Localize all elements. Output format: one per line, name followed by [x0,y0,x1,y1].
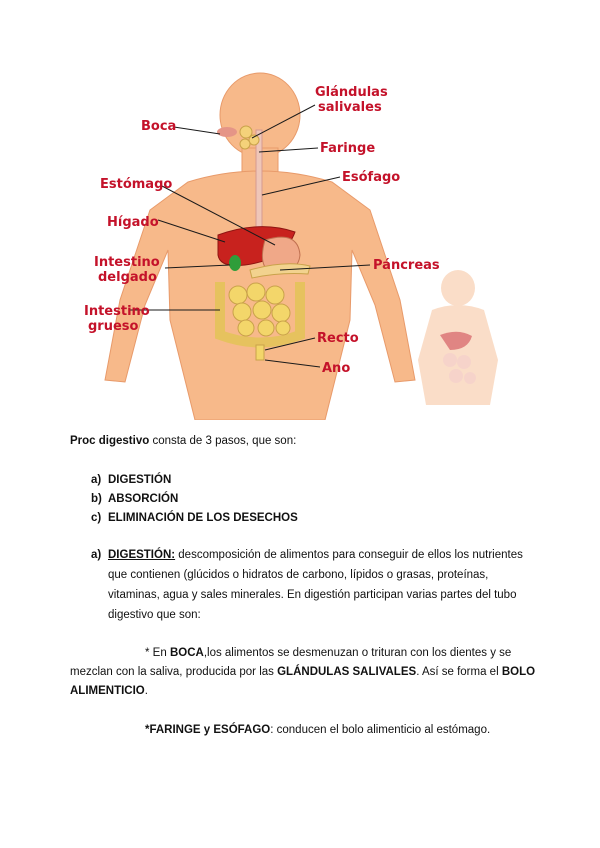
boca-text: * En [145,647,170,659]
boca-text: . [144,685,148,697]
label-intestino-grueso-1: Intestino [84,304,150,319]
step-item [91,471,172,491]
boca-line-3 [70,682,148,702]
intro-bold: Proc digestivo [70,435,150,447]
step-marker: c) [91,512,102,524]
boca-term: BOCA [169,647,204,659]
label-intestino-delgado-1: Intestino [94,255,160,270]
label-faringe: Faringe [320,141,376,156]
step-text: DIGESTIÓN [108,474,172,486]
faringe-text: : conducen el bolo alimenticio al estómago. [270,724,491,736]
digestion-text: descomposición de alimentos para conseguir de ellos los nutrientes [175,549,523,561]
step-marker: a) [91,474,102,486]
label-pancreas: Páncreas [373,258,440,273]
small-body-thumbnail [418,270,498,405]
glandulas-term: GLÁNDULAS SALIVALES [277,666,417,678]
step-text: ABSORCIÓN [108,493,179,505]
small-intestine-shape [229,283,290,336]
label-intestino-delgado-2: delgado [98,270,157,285]
intro-paragraph [70,432,296,452]
rectum-shape [256,345,264,360]
digestion-marker: a) [91,549,102,561]
digestion-line-1 [108,546,528,566]
intro-rest: consta de 3 pasos, que son: [149,435,297,447]
step-text: ELIMINACIÓN DE LOS DESECHOS [108,512,298,524]
digestion-line-4: digestivo que son: [108,609,201,621]
boca-line-1 [145,644,511,664]
esophagus-shape [256,130,262,240]
label-esofago: Esófago [342,170,401,185]
boca-text: mezclan con la saliva, producida por las [70,666,278,678]
boca-text: . Así se forma el [416,666,502,678]
digestive-system-diagram [70,60,530,420]
gallbladder-shape [229,255,241,271]
label-salivales: salivales [318,100,382,115]
step-item [91,509,298,529]
faringe-term: *FARINGE y ESÓFAGO [145,724,271,736]
step-marker: b) [91,493,102,505]
boca-line-2 [70,663,535,683]
step-item [91,490,179,510]
label-estomago: Estómago [100,177,173,192]
mouth-shape [217,127,237,137]
digestion-line-3: vitaminas, agua y sales minerales. En digestión participan varias partes del tubo [108,589,517,601]
bolo-term: BOLO [501,666,536,678]
label-recto: Recto [317,331,359,346]
alimenticio-term: ALIMENTICIO [70,685,145,697]
label-glandulas: Glándulas [315,85,388,100]
label-higado: Hígado [107,215,159,230]
faringe-paragraph [145,721,490,741]
label-ano: Ano [322,361,351,376]
label-intestino-grueso-2: grueso [88,319,139,334]
label-boca: Boca [141,119,177,134]
digestion-term: DIGESTIÓN: [108,549,176,561]
boca-text: ,los alimentos se desmenuzan o trituran con los dientes y se [203,647,512,659]
digestion-line-2: que contienen (glúcidos o hidratos de carbono, lípidos o grasas, proteínas, [108,569,489,581]
